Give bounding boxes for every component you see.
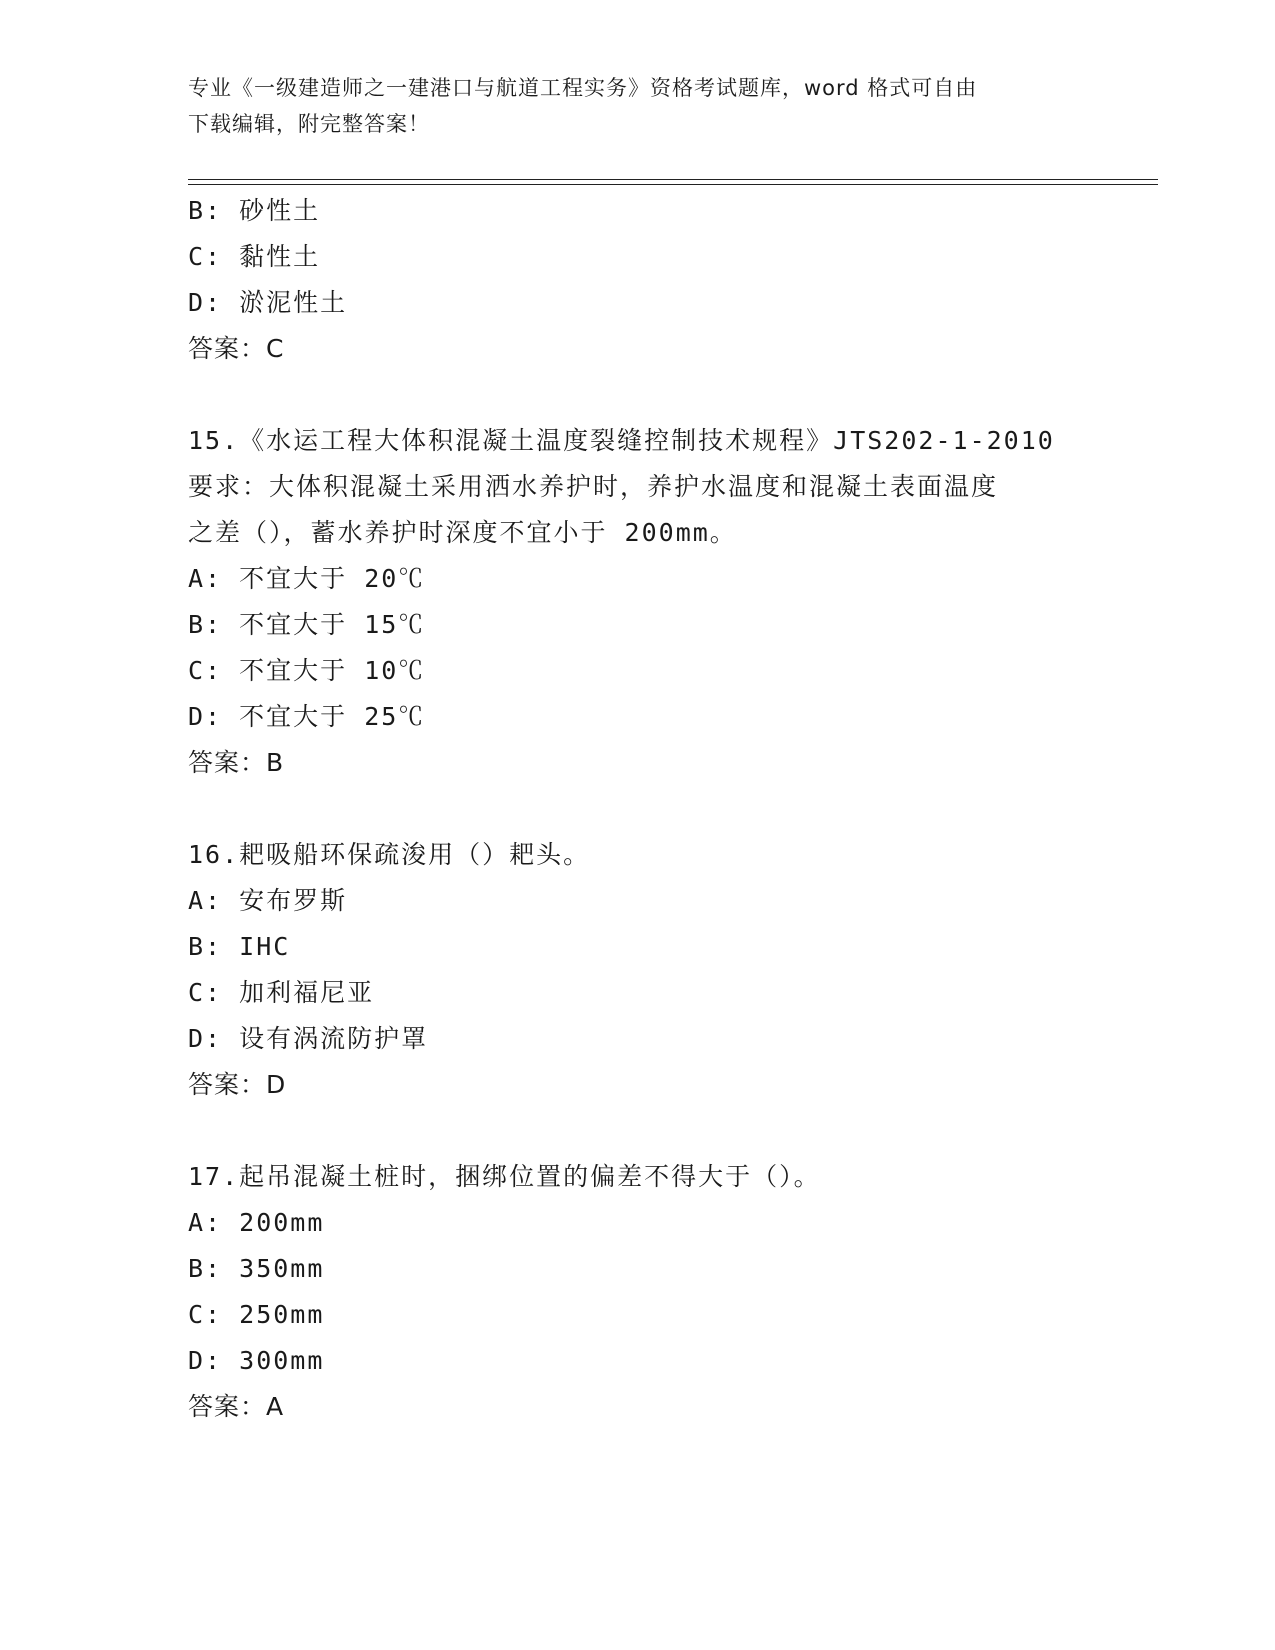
answer: 答案：A xyxy=(188,1392,285,1421)
option-d: D: 不宜大于 25℃ xyxy=(188,702,426,731)
question-stem-line-3: 之差（），蓄水养护时深度不宜小于 200mm。 xyxy=(188,518,737,547)
option-d: D: 300mm xyxy=(188,1346,325,1375)
option-b: B: 350mm xyxy=(188,1254,325,1283)
option-a: A: 安布罗斯 xyxy=(188,886,348,915)
header-line-1: 专业《一级建造师之一建港口与航道工程实务》资格考试题库，word 格式可自由 xyxy=(188,76,978,100)
question-stem-line-1: 15.《水运工程大体积混凝土温度裂缝控制技术规程》JTS202-1-2010 xyxy=(188,426,1055,455)
header-line-2: 下载编辑，附完整答案！ xyxy=(188,112,430,136)
header-divider-top xyxy=(188,179,1158,180)
option-a: A: 不宜大于 20℃ xyxy=(188,564,426,593)
option-b: B: 砂性土 xyxy=(188,196,321,225)
option-b: B: 不宜大于 15℃ xyxy=(188,610,426,639)
option-d: D: 设有涡流防护罩 xyxy=(188,1024,429,1053)
question-list xyxy=(188,188,1088,1430)
spacer xyxy=(188,372,1088,418)
option-c: C: 250mm xyxy=(188,1300,325,1329)
question-stem-line-2: 要求：大体积混凝土采用洒水养护时，养护水温度和混凝土表面温度 xyxy=(188,472,999,501)
question-16 xyxy=(188,832,1088,1108)
option-c: C: 不宜大于 10℃ xyxy=(188,656,426,685)
option-a: A: 200mm xyxy=(188,1208,325,1237)
answer: 答案：D xyxy=(188,1070,287,1099)
option-b: B: IHC xyxy=(188,932,291,961)
document-header xyxy=(188,70,1068,142)
spacer xyxy=(188,786,1088,832)
question-17 xyxy=(188,1154,1088,1430)
answer: 答案：B xyxy=(188,748,285,777)
option-d: D: 淤泥性土 xyxy=(188,288,348,317)
header-divider-bottom xyxy=(188,184,1158,185)
question-stem: 17.起吊混凝土桩时，捆绑位置的偏差不得大于（）。 xyxy=(188,1162,821,1191)
answer: 答案：C xyxy=(188,334,285,363)
spacer xyxy=(188,1108,1088,1154)
option-c: C: 黏性土 xyxy=(188,242,321,271)
question-15 xyxy=(188,418,1088,786)
option-c: C: 加利福尼亚 xyxy=(188,978,375,1007)
question-stem: 16.耙吸船环保疏浚用（）耙头。 xyxy=(188,840,591,869)
question-14 xyxy=(188,188,1088,372)
